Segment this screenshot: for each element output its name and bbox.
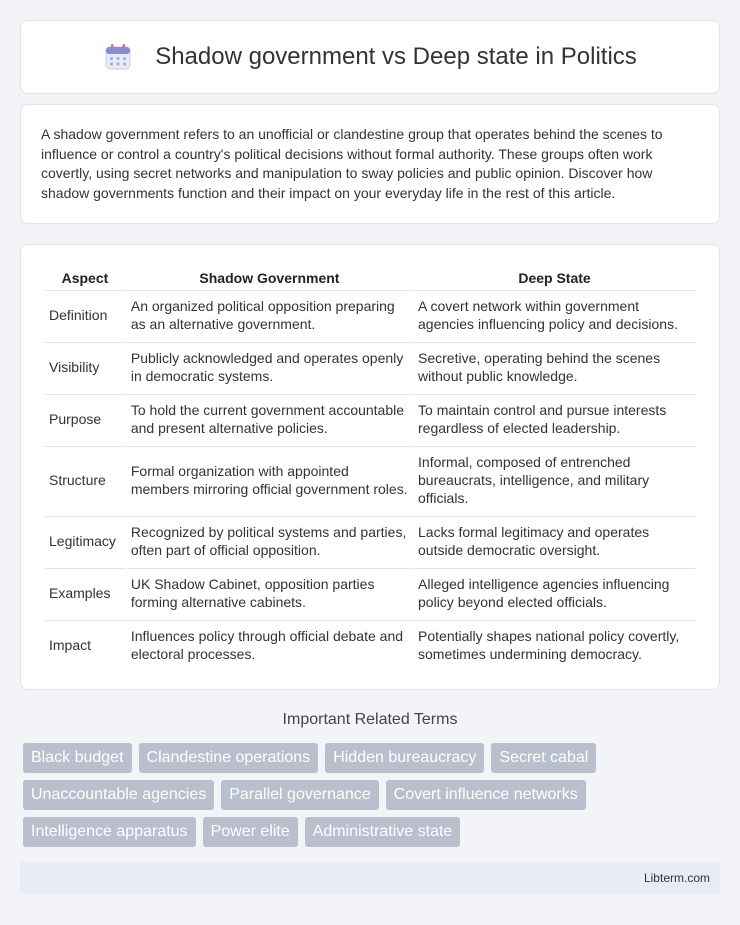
row-aspect: Legitimacy [45, 516, 125, 566]
table-row [45, 290, 695, 340]
term-tag[interactable]: Clandestine operations [139, 743, 319, 773]
row-shadow-government: To hold the current government accountable and present alternative policies. [127, 394, 412, 444]
term-tag[interactable]: Hidden bureaucracy [325, 743, 484, 773]
related-terms-list [23, 743, 723, 847]
row-shadow-government: Influences policy through official debate and electoral processes. [127, 620, 412, 670]
row-deep-state: To maintain control and pursue interests regardless of elected leadership. [414, 394, 695, 444]
row-aspect: Purpose [45, 394, 125, 444]
row-aspect: Impact [45, 620, 125, 670]
intro-card [20, 104, 720, 224]
row-deep-state: Secretive, operating behind the scenes without public knowledge. [414, 342, 695, 392]
row-deep-state: Potentially shapes national policy covertly, sometimes undermining democracy. [414, 620, 695, 670]
row-deep-state: Lacks formal legitimacy and operates outside democratic oversight. [414, 516, 695, 566]
row-deep-state: Informal, composed of entrenched bureaucrats, intelligence, and military officials. [414, 446, 695, 514]
table-row [45, 516, 695, 566]
row-shadow-government: An organized political opposition preparing as an alternative government. [127, 290, 412, 340]
table-row [45, 620, 695, 670]
table-row [45, 342, 695, 392]
term-tag[interactable]: Power elite [203, 817, 298, 847]
comparison-table [43, 265, 697, 672]
table-header-row [45, 267, 695, 288]
term-tag[interactable]: Parallel governance [221, 780, 378, 810]
row-shadow-government: Publicly acknowledged and operates openly in democratic systems. [127, 342, 412, 392]
page-header [20, 20, 720, 94]
intro-text: A shadow government refers to an unofficial or clandestine group that operates behind the scenes to influence or control a country's political decisions without formal authority. These groups often work covertly, using secret networks and manipulation to sway policies and public opinion. Discover how shadow governments function and their impact on your everyday life in the rest of this article. [41, 126, 663, 201]
column-header-aspect: Aspect [61, 270, 109, 286]
table-row [45, 446, 695, 514]
term-tag[interactable]: Covert influence networks [386, 780, 586, 810]
table-row [45, 394, 695, 444]
footer-brand-link[interactable]: Libterm.com [643, 871, 710, 885]
term-tag[interactable]: Intelligence apparatus [23, 817, 196, 847]
term-tag[interactable]: Administrative state [305, 817, 461, 847]
term-tag[interactable]: Secret cabal [491, 743, 596, 773]
row-deep-state: A covert network within government agencies influencing policy and decisions. [414, 290, 695, 340]
column-header-deep-state: Deep State [518, 270, 591, 286]
row-aspect: Visibility [45, 342, 125, 392]
row-aspect: Examples [45, 568, 125, 618]
footer [20, 862, 720, 894]
comparison-card [20, 244, 720, 690]
related-terms-title: Important Related Terms [282, 711, 458, 728]
row-shadow-government: Recognized by political systems and parties, often part of official opposition. [127, 516, 412, 566]
table-row [45, 568, 695, 618]
row-aspect: Structure [45, 446, 125, 514]
row-shadow-government: UK Shadow Cabinet, opposition parties forming alternative cabinets. [127, 568, 412, 618]
row-shadow-government: Formal organization with appointed members mirroring official government roles. [127, 446, 412, 514]
column-header-shadow-government: Shadow Government [199, 270, 340, 286]
calendar-icon [103, 42, 133, 72]
row-deep-state: Alleged intelligence agencies influencing policy beyond elected officials. [414, 568, 695, 618]
page-title: Shadow government vs Deep state in Politics [155, 43, 637, 70]
term-tag[interactable]: Black budget [23, 743, 132, 773]
row-aspect: Definition [45, 290, 125, 340]
term-tag[interactable]: Unaccountable agencies [23, 780, 214, 810]
